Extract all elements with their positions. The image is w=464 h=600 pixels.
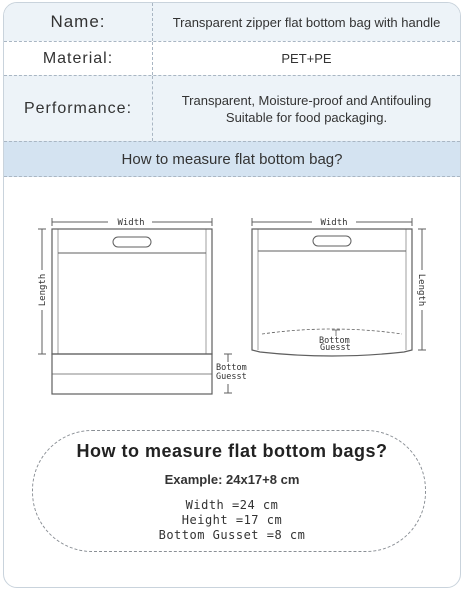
left-bottom-label-2: Guesst xyxy=(216,372,247,382)
left-bottom-label-1: Bottom xyxy=(216,363,247,373)
spec-row-name xyxy=(4,3,460,41)
spec-row-material xyxy=(4,41,460,75)
bag-diagram xyxy=(0,200,464,400)
measure-line-width: Width =24 cm xyxy=(185,498,279,512)
spec-value xyxy=(153,76,460,141)
left-length-label: Length xyxy=(38,273,48,307)
right-bottom-label-1: Bottom xyxy=(319,336,350,346)
right-bottom-label-2: Guesst xyxy=(320,343,351,353)
measure-title: How to measure flat bottom bags? xyxy=(76,441,388,461)
left-bag-body xyxy=(52,229,212,354)
spec-value-line: Transparent, Moisture-proof and Antifouling xyxy=(181,92,432,108)
right-width-dimension xyxy=(252,218,412,228)
right-width-label: Width xyxy=(320,218,348,228)
right-length-label: Length xyxy=(416,273,426,307)
left-width-dimension xyxy=(52,218,212,228)
measure-line-gusset: Bottom Gusset =8 cm xyxy=(158,528,306,542)
spec-label: Performance: xyxy=(4,76,153,141)
measure-example: Example: 24x17+8 cm xyxy=(164,472,300,487)
spec-row-performance xyxy=(4,75,460,141)
right-bottom-dimension xyxy=(319,330,351,353)
section-title: How to measure flat bottom bag? xyxy=(4,141,460,177)
left-width-label: Width xyxy=(117,218,145,228)
left-handle-hole xyxy=(113,237,151,247)
spec-value-line: Suitable for food packaging. xyxy=(225,109,388,125)
spec-label: Material: xyxy=(4,42,153,75)
spec-label: Name: xyxy=(4,3,153,41)
left-bottom-dimension xyxy=(216,354,247,393)
measure-line-height: Height =17 cm xyxy=(181,513,283,527)
right-length-dimension xyxy=(416,229,426,350)
right-handle-hole xyxy=(313,236,351,246)
spec-value: Transparent zipper flat bottom bag with handle xyxy=(172,14,441,30)
spec-value: PET+PE xyxy=(281,51,332,66)
left-length-dimension xyxy=(38,229,48,354)
